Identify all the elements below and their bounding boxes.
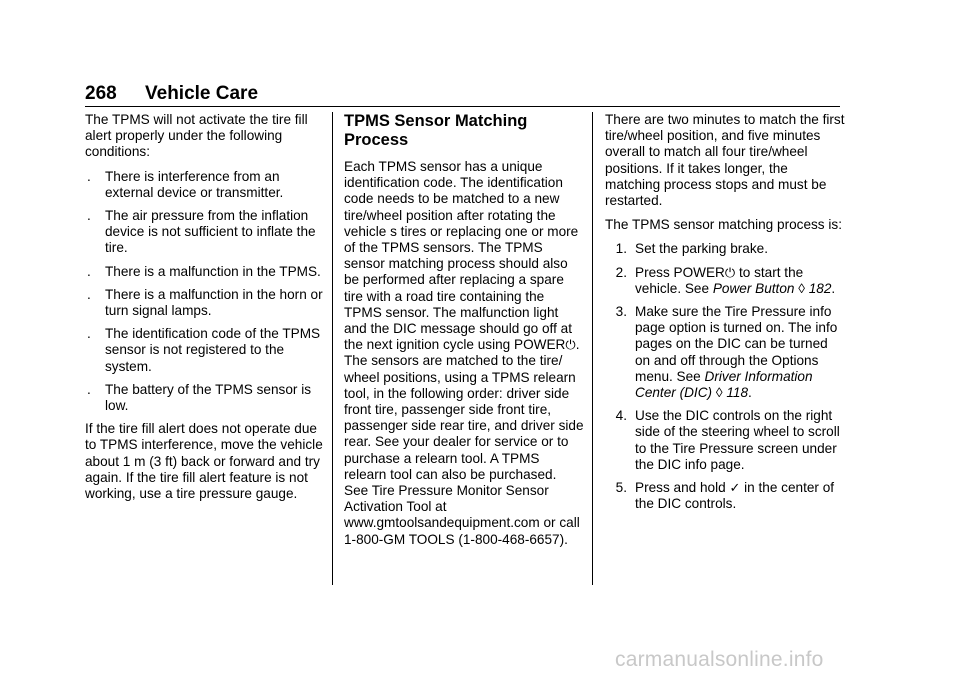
bullet-mark: . xyxy=(87,381,91,397)
page-ref-icon: ◊ xyxy=(715,385,723,401)
step-text xyxy=(635,265,845,297)
page-header xyxy=(85,80,840,107)
section-heading: TPMS Sensor Matching Process xyxy=(344,112,528,149)
paragraph-start: Each TPMS sensor has a unique identification code. The identification code needs to be matched to a new tire/wheel position after rotating the vehicle s tires or replacing one or more of the TPMS sensors. The TPMS sensor matching process should also be performed after replacing a spare tire with a road tire containing the TPMS sensor. The malfunction light and the DIC message should go off at the next ignition cycle using POWER xyxy=(344,159,579,353)
bullet-text: There is interference from an external device or transmitter. xyxy=(105,168,284,200)
step-text-pre: Press POWER xyxy=(635,264,725,280)
step-text-end: . xyxy=(831,280,836,296)
bullet-text: There is a malfunction in the horn or turn signal lamps. xyxy=(105,286,323,319)
watermark: carmanualsonline.info xyxy=(615,648,824,671)
bullet-text: The air pressure from the inflation device is not sufficient to inflate the tire. xyxy=(105,208,316,256)
bullet-text: The battery of the TPMS sensor is low. xyxy=(105,381,312,414)
step-text: Set the parking brake. xyxy=(635,241,768,257)
power-icon: ⏻ xyxy=(565,337,576,353)
bullet-mark: . xyxy=(87,208,91,224)
column-3 xyxy=(605,112,845,519)
page-ref-icon: ◊ xyxy=(798,280,805,296)
bullet-mark: . xyxy=(87,168,91,184)
list-item xyxy=(85,169,325,201)
column-1 xyxy=(85,112,325,510)
bullet-mark: . xyxy=(87,326,91,342)
intro-paragraph: The TPMS sensor matching process is: xyxy=(605,217,842,233)
step-number: 2. xyxy=(615,264,627,280)
cross-reference-link[interactable]: Power Button xyxy=(712,280,795,296)
column-divider xyxy=(592,112,593,585)
step-number: 1. xyxy=(615,241,627,257)
step-item xyxy=(605,480,845,512)
step-text xyxy=(635,480,845,512)
step-number: 4. xyxy=(615,408,627,424)
closing-paragraph: If the tire fill alert does not operate due to TPMS interference, move the vehicle about 1 m (3 ft) back or forward and try again. If the tire fill alert feature is not working, use a tire pressure gauge. xyxy=(85,421,323,502)
step-text: Use the DIC controls on the right side of the steering wheel to scroll to the Tire Pressure screen under the DIC info page. xyxy=(635,408,840,472)
step-number: 3. xyxy=(615,304,627,320)
page-reference[interactable]: 118 xyxy=(726,385,748,401)
checkmark-icon: ✓ xyxy=(729,480,741,496)
step-text-post: to start the vehicle. See xyxy=(635,264,804,296)
list-item xyxy=(85,287,325,319)
step-text-pre: Make sure the Tire Pressure info page option is turned on. The info pages on the DIC can be turned on and off through the Options menu. See xyxy=(635,304,838,384)
step-text-end: . xyxy=(748,385,752,401)
list-item xyxy=(85,326,325,375)
paragraph-end: . The sensors are matched to the tire/ wheel positions, using a TPMS relearn tool, in the following order: driver side front tire, passenger side front tire, passenger side rear tire, and driver side rear. See your dealer for service or to purchase a relearn tool. A TPMS relearn tool can also be purchased. See Tire Pressure Monitor Sensor Activation Tool at www.gmtoolsandequipment.com or call 1-800-GM TOOLS (1-800-468-6657). xyxy=(344,337,584,547)
cross-reference-link[interactable]: Driver Information Center (DIC) xyxy=(635,368,813,401)
column-divider xyxy=(332,112,333,585)
list-item xyxy=(85,264,325,280)
step-item xyxy=(605,265,845,297)
step-item xyxy=(605,304,845,401)
list-item xyxy=(85,382,325,414)
bullet-mark: . xyxy=(87,286,91,302)
bullet-text: The identification code of the TPMS sensor is not registered to the system. xyxy=(105,326,321,374)
page-number: 268 xyxy=(85,83,117,104)
step-number: 5. xyxy=(615,480,627,496)
section-title: Vehicle Care xyxy=(145,83,259,104)
body-paragraph xyxy=(344,159,584,548)
list-item xyxy=(85,208,325,257)
bullet-mark: . xyxy=(87,263,91,279)
intro-paragraph: There are two minutes to match the first tire/wheel position, and five minutes overall to match all four tire/wheel positions. If it takes longer, the matching process stops and must be restarted. xyxy=(605,112,845,209)
step-text-post: in the center of the DIC controls. xyxy=(635,480,835,512)
step-text xyxy=(635,304,845,401)
column-2 xyxy=(344,112,584,556)
page-reference[interactable]: 182 xyxy=(808,280,832,296)
step-item xyxy=(605,241,845,257)
step-text-pre: Press and hold xyxy=(635,480,730,496)
intro-paragraph: The TPMS will not activate the tire fill alert properly under the following conditions: xyxy=(85,112,308,160)
bullet-text: There is a malfunction in the TPMS. xyxy=(105,263,321,279)
step-item xyxy=(605,408,845,473)
power-icon: ⏻ xyxy=(724,264,736,280)
